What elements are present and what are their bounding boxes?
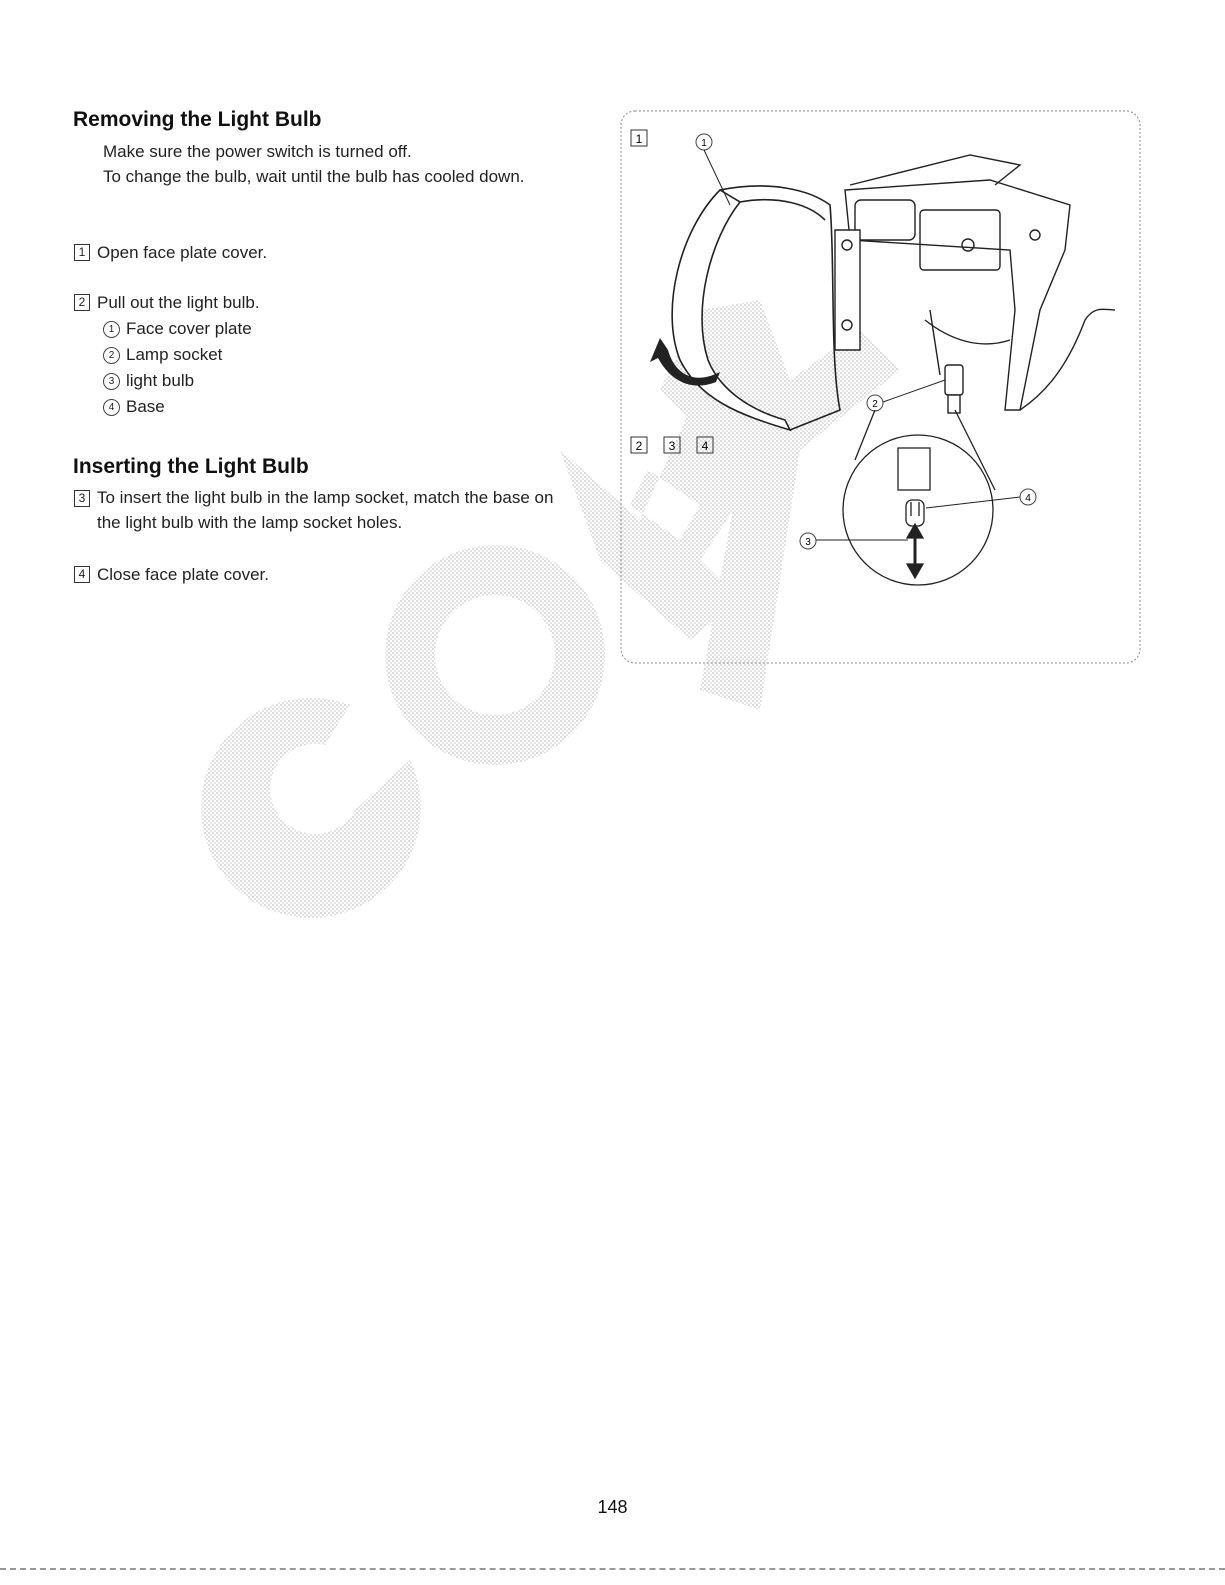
page-number: 148 — [597, 1497, 628, 1517]
svg-text:2: 2 — [872, 399, 878, 410]
part-number-circle: 3 — [103, 373, 120, 390]
figure-step-boxes-bottom — [631, 437, 713, 453]
part-item-1 — [103, 316, 252, 341]
step-number-box: 2 — [74, 294, 90, 311]
step-3 — [74, 485, 574, 535]
svg-text:3: 3 — [805, 537, 811, 548]
part-label: Face cover plate — [126, 319, 252, 338]
part-number-circle: 1 — [103, 321, 120, 338]
bottom-rule — [0, 1568, 1225, 1570]
svg-text:2: 2 — [635, 439, 643, 453]
removing-heading: Removing the Light Bulb — [73, 108, 322, 131]
face-cover-plate — [672, 186, 840, 430]
inserting-heading: Inserting the Light Bulb — [73, 455, 309, 478]
light-bulb-illustration — [620, 110, 1142, 665]
part-label: Base — [126, 397, 165, 416]
step-4-text: Close face plate cover. — [97, 565, 269, 584]
svg-text:4: 4 — [1025, 493, 1031, 504]
step-2-text: Pull out the light bulb. — [97, 293, 260, 312]
part-number-circle: 4 — [103, 399, 120, 416]
step-number-box: 3 — [74, 490, 90, 507]
step-3-text: To insert the light bulb in the lamp socket, match the base on the light bulb with the lamp socket holes. — [97, 488, 554, 532]
step-1-text: Open face plate cover. — [97, 243, 268, 262]
step-number-box: 1 — [74, 244, 90, 261]
svg-text:1: 1 — [701, 138, 707, 149]
part-item-2 — [103, 342, 222, 367]
svg-text:1: 1 — [635, 132, 643, 146]
callout-2 — [867, 380, 945, 411]
figure-step-box-top — [631, 130, 647, 146]
intro-cool-down: To change the bulb, wait until the bulb has cooled down. — [103, 167, 525, 186]
machine-head — [835, 155, 1115, 413]
intro-power-off: Make sure the power switch is turned off. — [103, 142, 412, 161]
lamp-detail-circle — [843, 410, 995, 585]
part-item-3 — [103, 368, 194, 393]
step-number-box: 4 — [74, 566, 90, 583]
svg-text:3: 3 — [668, 439, 676, 453]
part-label: light bulb — [126, 371, 195, 390]
part-item-4 — [103, 394, 165, 419]
step-4 — [74, 562, 269, 587]
svg-text:4: 4 — [701, 439, 709, 453]
callout-1 — [696, 134, 730, 205]
part-label: Lamp socket — [126, 345, 223, 364]
part-number-circle: 2 — [103, 347, 120, 364]
step-1 — [74, 240, 267, 265]
step-2 — [74, 290, 260, 315]
